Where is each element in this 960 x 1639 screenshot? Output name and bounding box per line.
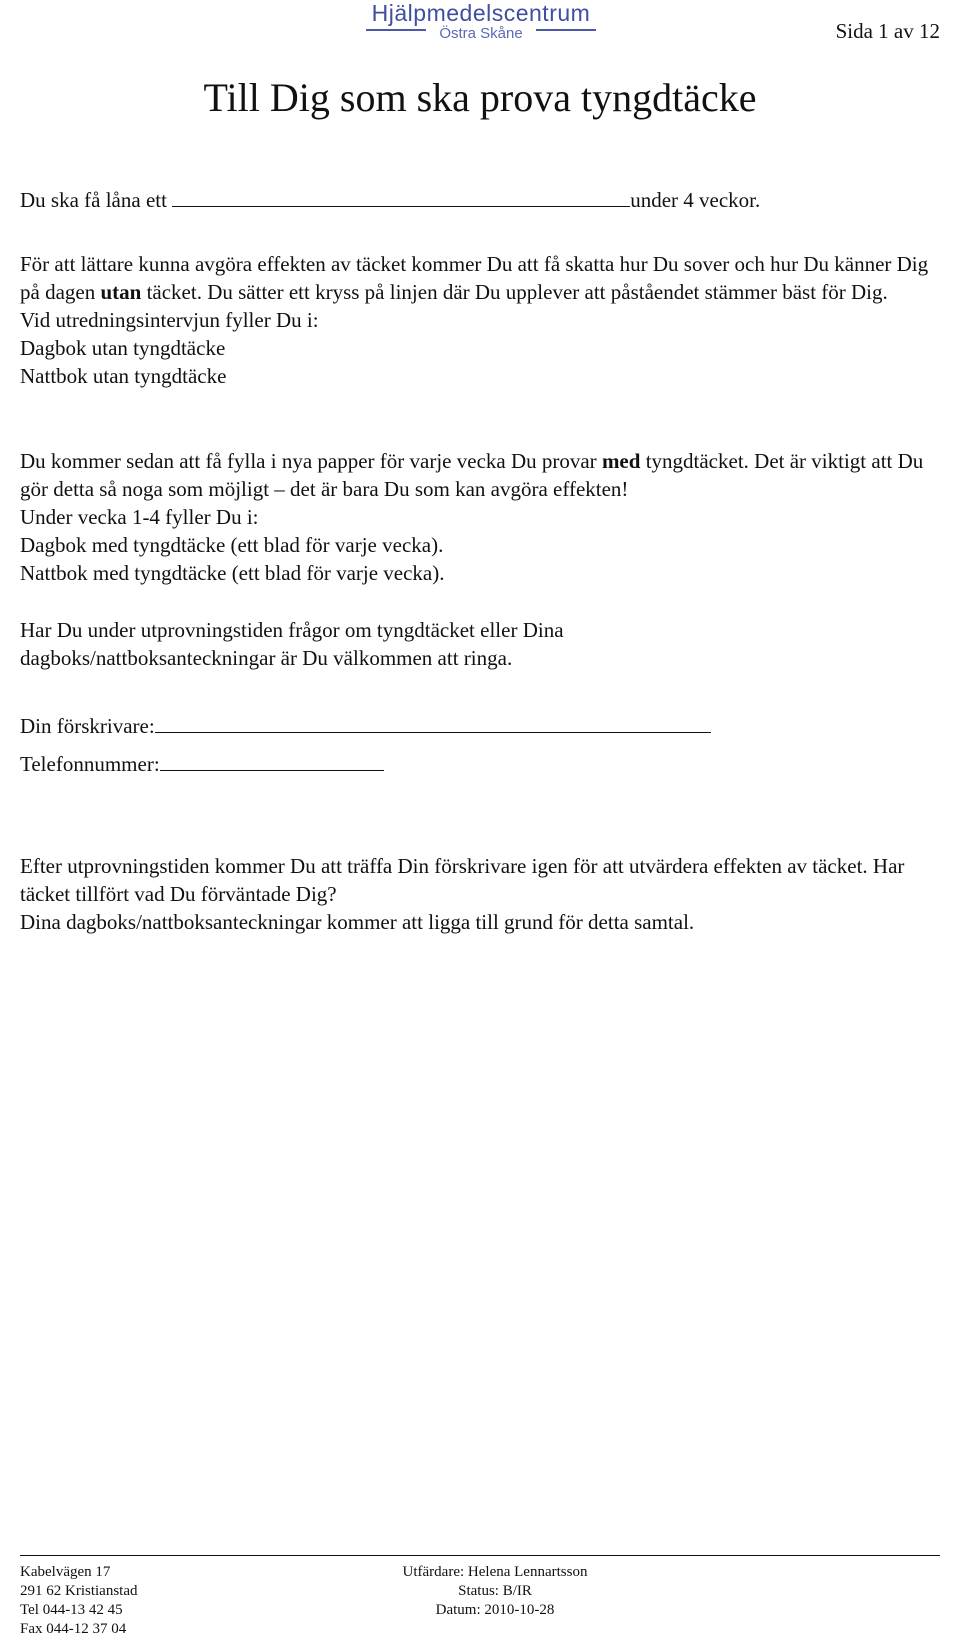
intro-paragraph (20, 250, 945, 390)
weekly-line3: Dagbok med tyngdtäcke (ett blad för varje vecka). (20, 533, 444, 557)
intro-bold: utan (100, 280, 142, 304)
weekly-text (20, 447, 945, 503)
page-number: Sida 1 av 12 (835, 19, 940, 43)
footer-status: Status: B/IR (458, 1583, 532, 1599)
device-blank-line[interactable] (172, 186, 630, 207)
weekly-line4: Nattbok med tyngdtäcke (ett blad för varje vecka). (20, 561, 445, 585)
intro-part1: För att lättare kunna avgöra effekten av täcket kommer Du att få skatta hur Du sover och hur Du känner Dig på dagen (20, 252, 929, 304)
weekly-paragraph (20, 447, 945, 587)
phone-field (20, 750, 945, 778)
weekly-part2: tyngdtäcket. Det är viktigt att Du gör detta så noga som möjligt – det är bara Du som kan avgöra effekten! (20, 449, 924, 501)
logo-rule-left (366, 29, 426, 31)
phone-blank-line[interactable] (160, 750, 384, 771)
footer-fax: Fax 044-12 37 04 (20, 1621, 127, 1637)
page-title: Till Dig som ska prova tyngdtäcke (203, 75, 757, 120)
phone-label: Telefonnummer: (20, 752, 160, 776)
weekly-part1: Du kommer sedan att få fylla i nya papper för varje vecka Du provar (20, 449, 597, 473)
logo-subtitle: Östra Skåne (439, 25, 523, 42)
questions-paragraph (20, 616, 660, 672)
questions-text: Har Du under utprovningstiden frågor om tyngdtäcket eller Dina dagboks/nattboksanteckningar är Du välkommen att ringa. (20, 618, 564, 670)
prescriber-label: Din förskrivare: (20, 714, 155, 738)
intro-part2: täcket. Du sätter ett kryss på linjen där Du upplever att påståendet stämmer bäst för Dig. (146, 280, 888, 304)
footer-issuer: Utfärdare: Helena Lennartsson (402, 1564, 588, 1580)
footer-address-block (20, 1563, 138, 1639)
after-line1: Efter utprovningstiden kommer Du att träffa Din förskrivare igen för att utvärdera effekten av täcket. Har täcket tillfört vad Du förväntade Dig? (20, 854, 905, 906)
footer-divider (20, 1555, 940, 1556)
intro-line4: Nattbok utan tyngdtäcke (20, 364, 227, 388)
intro-text (20, 250, 945, 306)
prescriber-blank-line[interactable] (155, 712, 711, 733)
footer-address: Kabelvägen 17 (20, 1564, 111, 1580)
loan-prefix: Du ska få låna ett (20, 188, 167, 212)
loan-suffix: under 4 veckor. (630, 188, 761, 212)
prescriber-field (20, 712, 945, 740)
weekly-line2: Under vecka 1-4 fyller Du i: (20, 505, 259, 529)
logo-rule-right (536, 29, 596, 31)
intro-line3: Dagbok utan tyngdtäcke (20, 336, 226, 360)
footer-postal: 291 62 Kristianstad (20, 1583, 138, 1599)
after-line2: Dina dagboks/nattboksanteckningar kommer att ligga till grund för detta samtal. (20, 910, 695, 934)
footer-tel: Tel 044-13 42 45 (20, 1602, 123, 1618)
loan-sentence (20, 186, 945, 214)
after-paragraph (20, 852, 945, 936)
logo (366, 0, 596, 44)
weekly-bold: med (601, 449, 641, 473)
logo-title: Hjälpmedelscentrum (371, 0, 591, 26)
footer-date: Datum: 2010-10-28 (435, 1602, 555, 1618)
footer-document-info (380, 1563, 610, 1620)
intro-line2: Vid utredningsintervjun fyller Du i: (20, 308, 319, 332)
